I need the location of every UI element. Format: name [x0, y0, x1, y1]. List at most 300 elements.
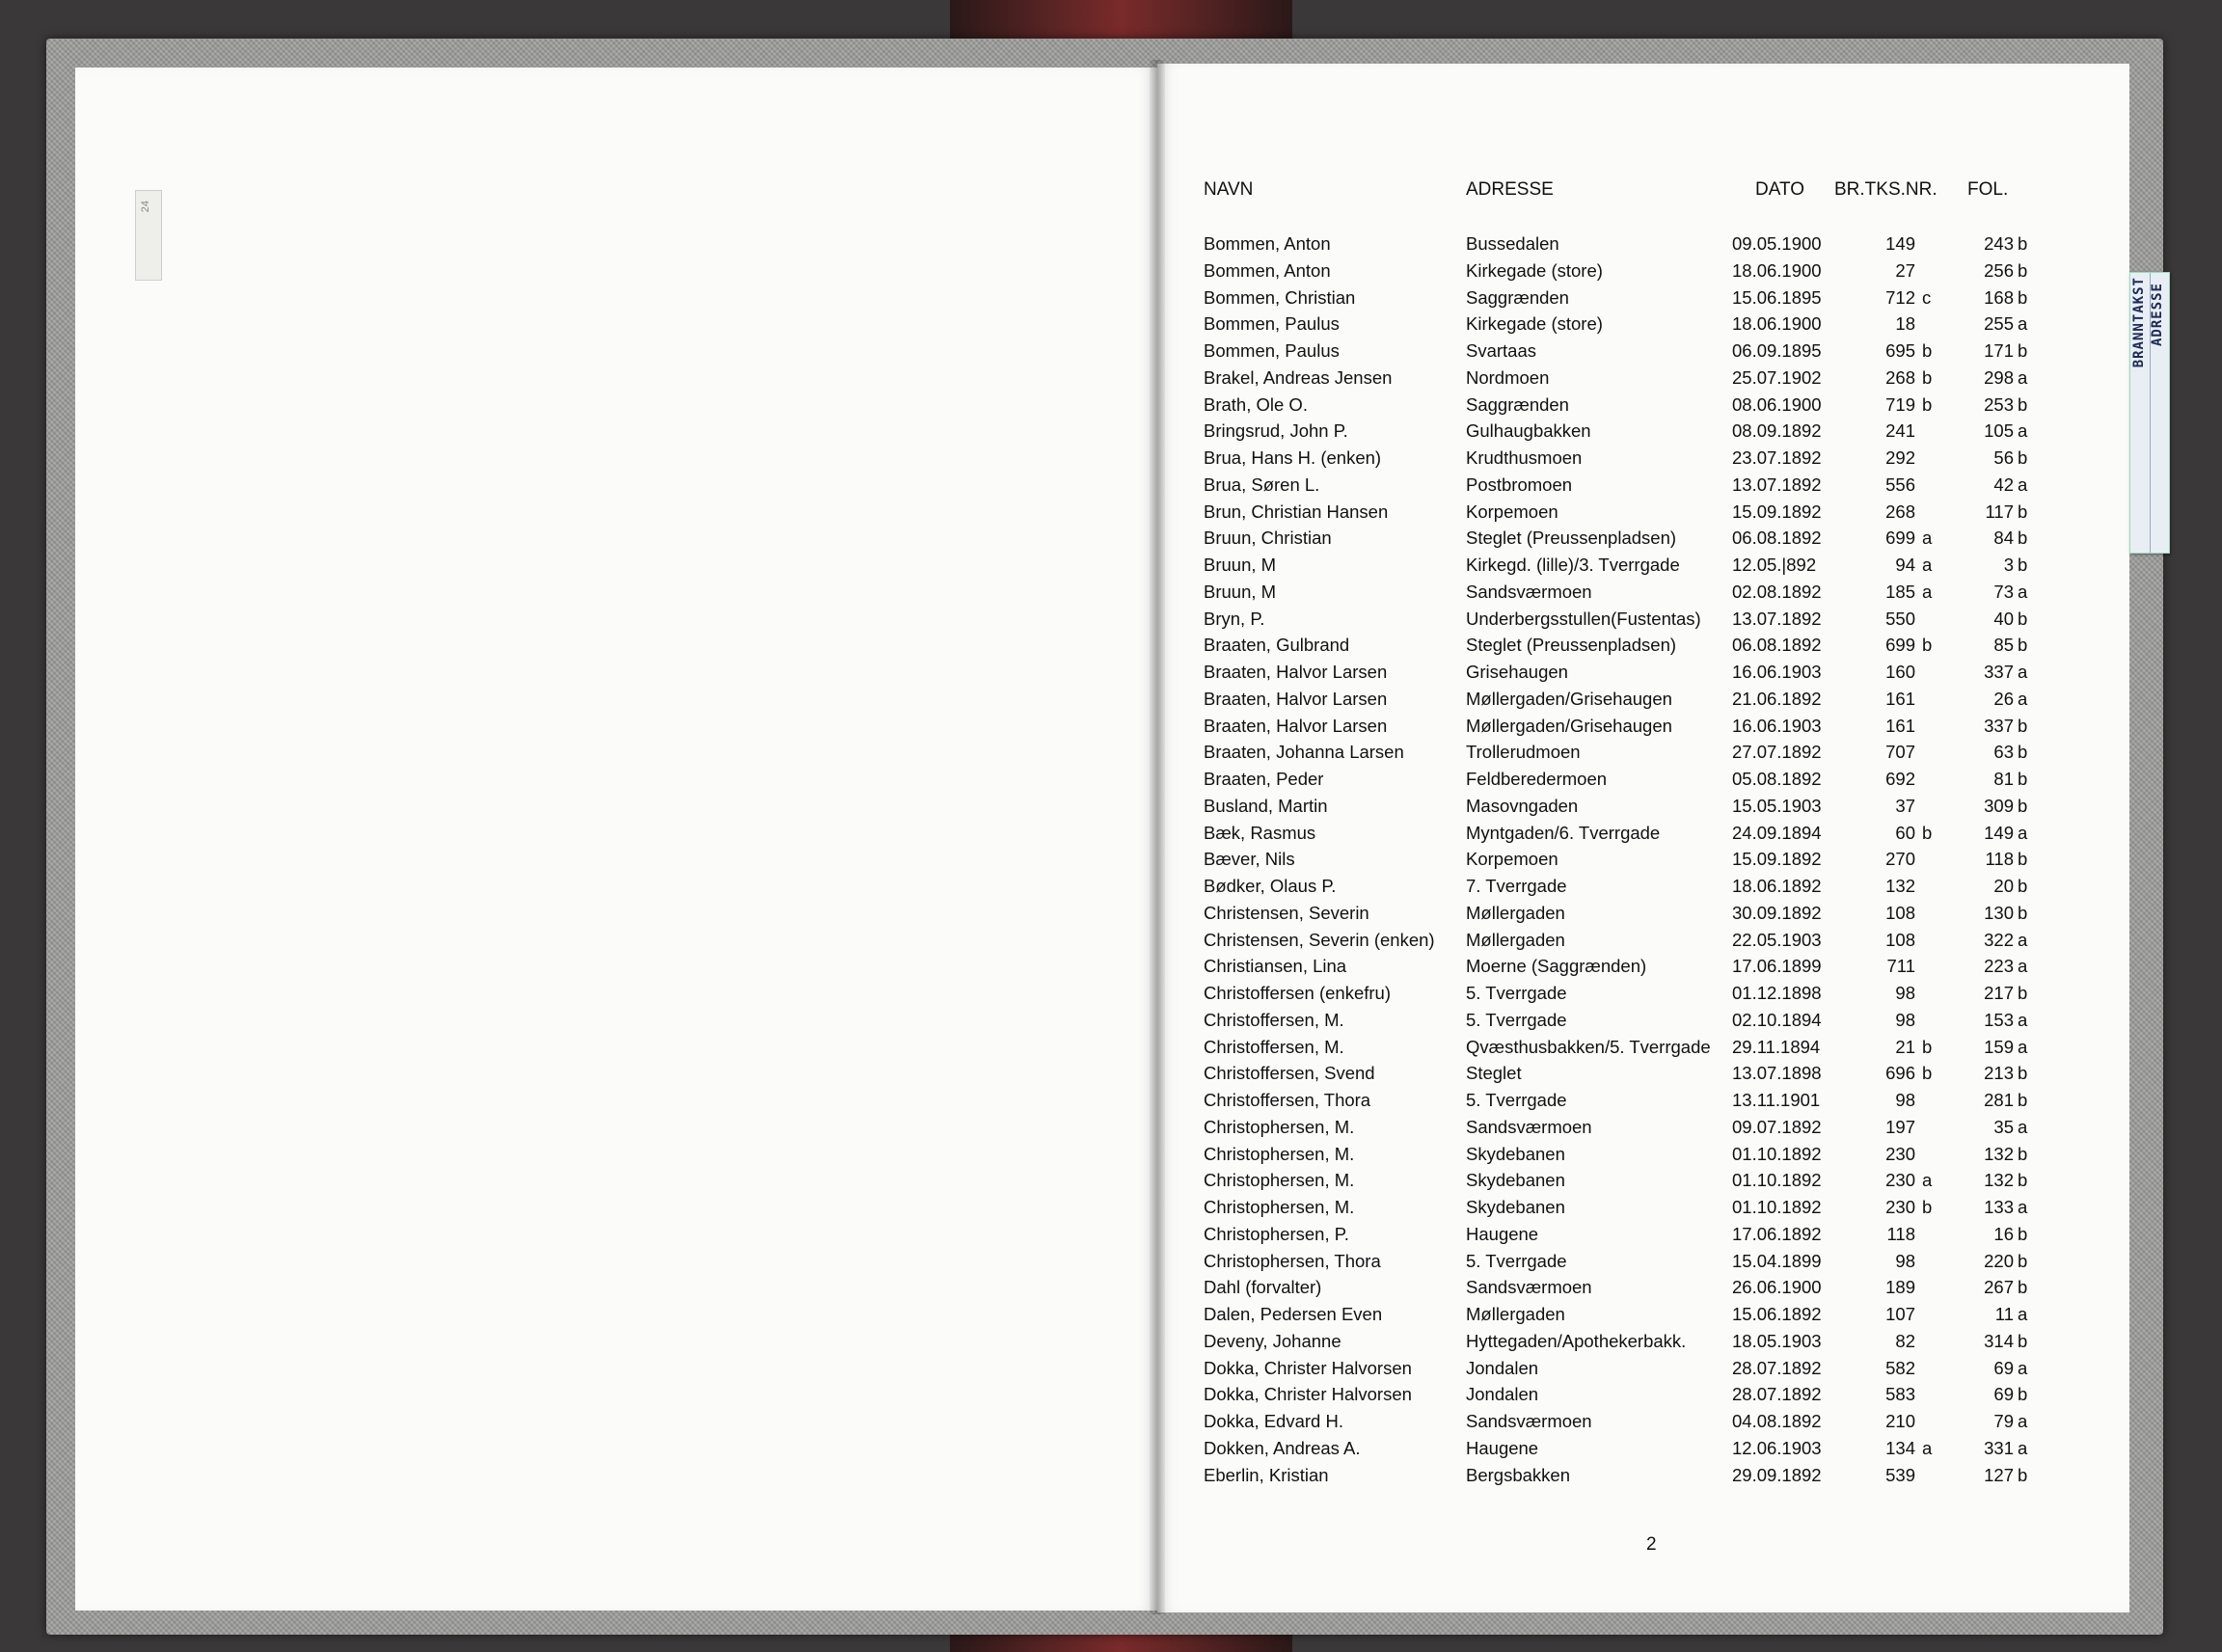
row-adresse: Kirkegd. (lille)/3. Tverrgade [1466, 555, 1680, 575]
row-dato: 01.10.1892 [1732, 1197, 1822, 1217]
row-fol-suffix: b [2018, 769, 2028, 789]
row-fol: 168 [1984, 287, 2014, 308]
row-fol: 132 [1984, 1144, 2014, 1164]
table-row [0, 1384, 2222, 1410]
row-navn: Bommen, Anton [1204, 260, 1331, 281]
row-adresse: Kirkegade (store) [1466, 313, 1603, 334]
table-row [0, 662, 2222, 688]
row-fol: 256 [1984, 260, 2014, 281]
row-navn: Dahl (forvalter) [1204, 1277, 1322, 1297]
row-fol: 132 [1984, 1170, 2014, 1190]
row-adresse: Møllergaden [1466, 930, 1565, 950]
row-fol-suffix: b [2018, 1090, 2028, 1110]
row-navn: Bødker, Olaus P. [1204, 876, 1337, 896]
row-adresse: Saggrænden [1466, 394, 1569, 415]
table-row [0, 1117, 2222, 1143]
row-dato: 06.08.1892 [1732, 635, 1822, 655]
row-fol: 79 [1993, 1411, 2014, 1431]
row-nr: 719 [1885, 394, 1915, 415]
row-fol: 11 [1994, 1304, 2014, 1324]
row-nr: 696 [1885, 1063, 1915, 1083]
row-dato: 15.06.1892 [1732, 1304, 1822, 1324]
row-nr: 699 [1885, 528, 1915, 548]
row-nr: 556 [1885, 474, 1915, 495]
row-navn: Christoffersen, M. [1204, 1037, 1344, 1057]
row-fol: 63 [1993, 742, 2014, 762]
row-dato: 12.06.1903 [1732, 1438, 1822, 1458]
row-fol: 223 [1984, 956, 2014, 976]
row-adresse: Nordmoen [1466, 367, 1550, 388]
row-navn: Braaten, Gulbrand [1204, 635, 1350, 655]
row-dato: 06.09.1895 [1732, 340, 1822, 361]
row-adresse: Møllergaden/Grisehaugen [1466, 716, 1672, 736]
row-adresse: Korpemoen [1466, 501, 1558, 522]
row-nr-suffix: a [1922, 555, 1933, 575]
row-navn: Eberlin, Kristian [1204, 1465, 1329, 1485]
row-dato: 05.08.1892 [1732, 769, 1822, 789]
row-dato: 24.09.1894 [1732, 823, 1822, 843]
row-dato: 08.06.1900 [1732, 394, 1822, 415]
row-fol-suffix: a [2018, 367, 2028, 388]
table-row [0, 528, 2222, 554]
row-navn: Christoffersen (enkefru) [1204, 983, 1391, 1003]
table-row [0, 233, 2222, 259]
table-row [0, 930, 2222, 956]
row-dato: 15.09.1892 [1732, 501, 1822, 522]
row-navn: Christensen, Severin [1204, 903, 1369, 923]
row-dato: 01.12.1898 [1732, 983, 1822, 1003]
row-fol-suffix: b [2018, 1224, 2028, 1244]
row-nr: 37 [1895, 796, 1915, 816]
row-nr-suffix: b [1922, 394, 1933, 415]
header-brtksnr: BR.TKS.NR. [1834, 179, 1937, 200]
row-adresse: 5. Tverrgade [1466, 1010, 1567, 1030]
row-navn: Dokka, Christer Halvorsen [1204, 1384, 1412, 1404]
row-navn: Bommen, Paulus [1204, 340, 1340, 361]
row-navn: Bæver, Nils [1204, 849, 1295, 869]
row-fol: 153 [1984, 1010, 2014, 1030]
row-dato: 13.07.1892 [1732, 609, 1822, 629]
table-row [0, 1304, 2222, 1330]
row-fol-suffix: b [2018, 394, 2028, 415]
row-fol-suffix: b [2018, 716, 2028, 736]
row-adresse: Sandsværmoen [1466, 1277, 1592, 1297]
row-navn: Brakel, Andreas Jensen [1204, 367, 1393, 388]
row-fol-suffix: b [2018, 1170, 2028, 1190]
row-fol: 42 [1993, 474, 2014, 495]
header-adresse: ADRESSE [1466, 179, 1554, 200]
row-dato: 02.08.1892 [1732, 582, 1822, 602]
row-navn: Bruun, M [1204, 555, 1277, 575]
row-nr: 539 [1885, 1465, 1915, 1485]
row-adresse: 7. Tverrgade [1466, 876, 1567, 896]
row-nr-suffix: b [1922, 1197, 1933, 1217]
row-fol: 298 [1984, 367, 2014, 388]
row-dato: 26.06.1900 [1732, 1277, 1822, 1297]
row-fol-suffix: b [2018, 635, 2028, 655]
row-navn: Bryn, P. [1204, 609, 1265, 629]
row-navn: Dokken, Andreas A. [1204, 1438, 1361, 1458]
table-row [0, 849, 2222, 875]
row-adresse: Steglet (Preussenpladsen) [1466, 635, 1677, 655]
row-fol: 40 [1993, 609, 2014, 629]
row-nr: 27 [1895, 260, 1915, 281]
row-adresse: Korpemoen [1466, 849, 1558, 869]
row-nr: 21 [1895, 1037, 1915, 1057]
row-navn: Christoffersen, M. [1204, 1010, 1344, 1030]
table-row [0, 1277, 2222, 1303]
row-nr: 82 [1895, 1331, 1915, 1351]
row-nr: 185 [1885, 582, 1915, 602]
row-nr: 98 [1895, 983, 1915, 1003]
table-row [0, 903, 2222, 929]
table-row [0, 447, 2222, 474]
row-fol-suffix: b [2018, 501, 2028, 522]
row-fol: 337 [1984, 716, 2014, 736]
row-nr: 18 [1895, 313, 1915, 334]
page-number: 2 [1646, 1534, 1657, 1555]
row-dato: 28.07.1892 [1732, 1384, 1822, 1404]
row-adresse: Møllergaden [1466, 903, 1565, 923]
table-row [0, 956, 2222, 982]
row-nr: 60 [1895, 823, 1915, 843]
row-fol: 69 [1993, 1384, 2014, 1404]
row-nr: 707 [1885, 742, 1915, 762]
row-nr: 160 [1885, 662, 1915, 682]
row-nr: 98 [1895, 1251, 1915, 1271]
row-fol-suffix: a [2018, 956, 2028, 976]
tab-label-adresse: ADRESSE [2150, 283, 2165, 347]
table-row [0, 876, 2222, 902]
row-adresse: Svartaas [1466, 340, 1537, 361]
row-fol: 16 [1993, 1224, 2014, 1244]
table-row [0, 983, 2222, 1009]
row-dato: 17.06.1892 [1732, 1224, 1822, 1244]
row-nr: 230 [1885, 1170, 1915, 1190]
row-fol: 322 [1984, 930, 2014, 950]
row-dato: 22.05.1903 [1732, 930, 1822, 950]
row-dato: 18.06.1900 [1732, 313, 1822, 334]
row-navn: Christoffersen, Thora [1204, 1090, 1371, 1110]
row-fol: 149 [1984, 823, 2014, 843]
row-fol: 105 [1984, 420, 2014, 441]
row-dato: 15.04.1899 [1732, 1251, 1822, 1271]
table-row [0, 1063, 2222, 1089]
row-nr-suffix: c [1922, 287, 1932, 308]
row-nr: 582 [1885, 1358, 1915, 1378]
row-fol: 217 [1984, 983, 2014, 1003]
row-dato: 27.07.1892 [1732, 742, 1822, 762]
header-fol: FOL. [1967, 179, 2009, 200]
table-row [0, 1090, 2222, 1116]
row-navn: Bommen, Christian [1204, 287, 1356, 308]
table-row [0, 1251, 2222, 1277]
row-navn: Braaten, Halvor Larsen [1204, 662, 1388, 682]
table-row [0, 260, 2222, 286]
row-adresse: Masovngaden [1466, 796, 1579, 816]
row-fol: 26 [1993, 689, 2014, 709]
row-fol-suffix: a [2018, 930, 2028, 950]
row-dato: 16.06.1903 [1732, 662, 1822, 682]
table-row [0, 1144, 2222, 1170]
row-dato: 28.07.1892 [1732, 1358, 1822, 1378]
header-dato: DATO [1755, 179, 1805, 200]
row-fol-suffix: a [2018, 313, 2028, 334]
row-nr: 108 [1885, 903, 1915, 923]
row-dato: 29.09.1892 [1732, 1465, 1822, 1485]
row-nr: 292 [1885, 447, 1915, 468]
row-adresse: Møllergaden/Grisehaugen [1466, 689, 1672, 709]
row-navn: Brua, Hans H. (enken) [1204, 447, 1382, 468]
row-fol-suffix: b [2018, 1384, 2028, 1404]
row-fol-suffix: b [2018, 1251, 2028, 1271]
row-fol: 85 [1993, 635, 2014, 655]
row-adresse: Skydebanen [1466, 1170, 1565, 1190]
row-fol-suffix: b [2018, 1063, 2028, 1083]
side-tab[interactable] [2129, 272, 2170, 554]
row-nr: 161 [1885, 689, 1915, 709]
row-fol-suffix: a [2018, 1197, 2028, 1217]
row-fol-suffix: b [2018, 1144, 2028, 1164]
row-dato: 15.05.1903 [1732, 796, 1822, 816]
row-adresse: Haugene [1466, 1438, 1539, 1458]
row-dato: 17.06.1899 [1732, 956, 1822, 976]
row-fol-suffix: b [2018, 260, 2028, 281]
row-adresse: Gulhaugbakken [1466, 420, 1591, 441]
row-nr: 550 [1885, 609, 1915, 629]
table-row [0, 1465, 2222, 1491]
row-nr: 692 [1885, 769, 1915, 789]
row-adresse: Krudthusmoen [1466, 447, 1583, 468]
row-navn: Bommen, Paulus [1204, 313, 1340, 334]
row-navn: Christensen, Severin (enken) [1204, 930, 1435, 950]
table-row [0, 1197, 2222, 1223]
table-row [0, 287, 2222, 313]
row-nr-suffix: a [1922, 582, 1933, 602]
row-navn: Christophersen, M. [1204, 1144, 1355, 1164]
row-fol: 314 [1984, 1331, 2014, 1351]
row-dato: 29.11.1894 [1732, 1037, 1821, 1057]
row-nr: 134 [1885, 1438, 1915, 1458]
row-nr: 132 [1885, 876, 1915, 896]
table-row [0, 823, 2222, 849]
row-adresse: Sandsværmoen [1466, 582, 1592, 602]
row-adresse: Saggrænden [1466, 287, 1569, 308]
table-row [0, 367, 2222, 393]
row-dato: 18.05.1903 [1732, 1331, 1822, 1351]
table-row [0, 716, 2222, 742]
row-fol-suffix: b [2018, 876, 2028, 896]
row-fol: 220 [1984, 1251, 2014, 1271]
row-nr: 699 [1885, 635, 1915, 655]
row-nr: 270 [1885, 849, 1915, 869]
row-fol-suffix: b [2018, 983, 2028, 1003]
row-fol-suffix: b [2018, 849, 2028, 869]
row-dato: 12.05.|892 [1732, 555, 1817, 575]
table-row [0, 796, 2222, 822]
row-fol: 133 [1984, 1197, 2014, 1217]
row-fol-suffix: b [2018, 1331, 2028, 1351]
row-fol: 81 [1993, 769, 2014, 789]
table-row [0, 1438, 2222, 1464]
row-fol: 331 [1984, 1438, 2014, 1458]
row-fol: 73 [1993, 582, 2014, 602]
row-navn: Christophersen, M. [1204, 1197, 1355, 1217]
row-nr: 695 [1885, 340, 1915, 361]
row-dato: 13.07.1892 [1732, 474, 1822, 495]
row-adresse: Feldberedermoen [1466, 769, 1608, 789]
row-navn: Christiansen, Lina [1204, 956, 1347, 976]
row-nr-suffix: a [1922, 1170, 1933, 1190]
row-fol: 337 [1984, 662, 2014, 682]
row-fol-suffix: a [2018, 1037, 2028, 1057]
table-row [0, 769, 2222, 795]
row-fol-suffix: b [2018, 796, 2028, 816]
row-fol-suffix: a [2018, 1304, 2028, 1324]
row-nr: 230 [1885, 1197, 1915, 1217]
row-dato: 15.06.1895 [1732, 287, 1822, 308]
row-adresse: Steglet [1466, 1063, 1522, 1083]
row-dato: 15.09.1892 [1732, 849, 1822, 869]
row-navn: Christophersen, Thora [1204, 1251, 1381, 1271]
row-adresse: Bussedalen [1466, 233, 1559, 254]
table-row [0, 1010, 2222, 1036]
row-fol: 159 [1984, 1037, 2014, 1057]
row-navn: Bæk, Rasmus [1204, 823, 1316, 843]
row-fol: 253 [1984, 394, 2014, 415]
row-nr: 268 [1885, 367, 1915, 388]
row-nr: 161 [1885, 716, 1915, 736]
row-dato: 30.09.1892 [1732, 903, 1822, 923]
row-navn: Braaten, Peder [1204, 769, 1324, 789]
row-fol-suffix: b [2018, 1277, 2028, 1297]
table-row [0, 609, 2222, 635]
row-fol-suffix: b [2018, 340, 2028, 361]
row-nr: 108 [1885, 930, 1915, 950]
row-dato: 18.06.1892 [1732, 876, 1822, 896]
row-dato: 01.10.1892 [1732, 1144, 1822, 1164]
row-navn: Dalen, Pedersen Even [1204, 1304, 1383, 1324]
table-row [0, 1224, 2222, 1250]
row-fol: 35 [1993, 1117, 2014, 1137]
row-fol: 3 [2003, 555, 2014, 575]
row-fol: 20 [1993, 876, 2014, 896]
row-nr: 268 [1885, 501, 1915, 522]
row-adresse: Grisehaugen [1466, 662, 1568, 682]
row-navn: Dokka, Edvard H. [1204, 1411, 1343, 1431]
row-fol-suffix: b [2018, 287, 2028, 308]
table-row [0, 1358, 2222, 1384]
row-adresse: Bergsbakken [1466, 1465, 1570, 1485]
row-fol: 118 [1985, 849, 2014, 869]
row-adresse: Jondalen [1466, 1384, 1539, 1404]
row-adresse: Moerne (Saggrænden) [1466, 956, 1647, 976]
row-dato: 18.06.1900 [1732, 260, 1822, 281]
row-nr-suffix: b [1922, 340, 1933, 361]
row-fol: 213 [1984, 1063, 2014, 1083]
table-row [0, 340, 2222, 366]
row-fol-suffix: a [2018, 1411, 2028, 1431]
row-dato: 23.07.1892 [1732, 447, 1822, 468]
row-adresse: Skydebanen [1466, 1144, 1565, 1164]
row-fol: 130 [1984, 903, 2014, 923]
row-fol-suffix: a [2018, 582, 2028, 602]
row-navn: Bruun, M [1204, 582, 1277, 602]
table-row [0, 635, 2222, 661]
row-nr: 189 [1885, 1277, 1915, 1297]
row-dato: 25.07.1902 [1732, 367, 1822, 388]
row-adresse: Underbergsstullen(Fustentas) [1466, 609, 1701, 629]
row-adresse: Skydebanen [1466, 1197, 1565, 1217]
row-navn: Brun, Christian Hansen [1204, 501, 1389, 522]
row-fol-suffix: b [2018, 528, 2028, 548]
row-fol: 117 [1985, 501, 2014, 522]
row-nr: 711 [1886, 956, 1915, 976]
table-row [0, 1037, 2222, 1063]
row-nr-suffix: b [1922, 367, 1933, 388]
row-fol-suffix: a [2018, 1010, 2028, 1030]
row-dato: 06.08.1892 [1732, 528, 1822, 548]
row-fol-suffix: b [2018, 742, 2028, 762]
row-nr: 241 [1885, 420, 1915, 441]
row-fol-suffix: b [2018, 609, 2028, 629]
row-dato: 09.07.1892 [1732, 1117, 1822, 1137]
row-fol-suffix: a [2018, 1438, 2028, 1458]
row-nr: 118 [1886, 1224, 1915, 1244]
table-row [0, 742, 2222, 768]
row-nr: 94 [1895, 555, 1915, 575]
row-navn: Christoffersen, Svend [1204, 1063, 1375, 1083]
row-dato: 21.06.1892 [1732, 689, 1822, 709]
table-row [0, 474, 2222, 501]
table-row [0, 394, 2222, 420]
row-fol-suffix: b [2018, 555, 2028, 575]
row-navn: Bringsrud, John P. [1204, 420, 1348, 441]
row-fol: 281 [1984, 1090, 2014, 1110]
row-adresse: Postbromoen [1466, 474, 1573, 495]
row-fol-suffix: b [2018, 903, 2028, 923]
row-fol-suffix: b [2018, 1465, 2028, 1485]
row-adresse: Jondalen [1466, 1358, 1539, 1378]
row-adresse: Myntgaden/6. Tverrgade [1466, 823, 1661, 843]
row-fol-suffix: b [2018, 233, 2028, 254]
row-fol: 84 [1993, 528, 2014, 548]
row-dato: 08.09.1892 [1732, 420, 1822, 441]
tab-label-branntakst: BRANNTAKST [2131, 277, 2147, 368]
row-adresse: Sandsværmoen [1466, 1411, 1592, 1431]
row-nr: 98 [1895, 1010, 1915, 1030]
row-dato: 13.11.1901 [1732, 1090, 1821, 1110]
row-fol-suffix: a [2018, 1117, 2028, 1137]
row-navn: Christophersen, M. [1204, 1117, 1355, 1137]
row-adresse: 5. Tverrgade [1466, 983, 1567, 1003]
row-fol-suffix: a [2018, 474, 2028, 495]
table-row [0, 1331, 2222, 1357]
table-row [0, 689, 2222, 715]
row-nr-suffix: a [1922, 1438, 1933, 1458]
row-fol: 243 [1984, 233, 2014, 254]
row-adresse: Trollerudmoen [1466, 742, 1581, 762]
row-fol-suffix: a [2018, 1358, 2028, 1378]
row-dato: 02.10.1894 [1732, 1010, 1822, 1030]
row-adresse: Hyttegaden/Apothekerbakk. [1466, 1331, 1687, 1351]
row-fol: 171 [1984, 340, 2014, 361]
row-dato: 04.08.1892 [1732, 1411, 1822, 1431]
row-navn: Braaten, Johanna Larsen [1204, 742, 1404, 762]
row-adresse: Sandsværmoen [1466, 1117, 1592, 1137]
row-fol: 255 [1984, 313, 2014, 334]
row-dato: 09.05.1900 [1732, 233, 1822, 254]
